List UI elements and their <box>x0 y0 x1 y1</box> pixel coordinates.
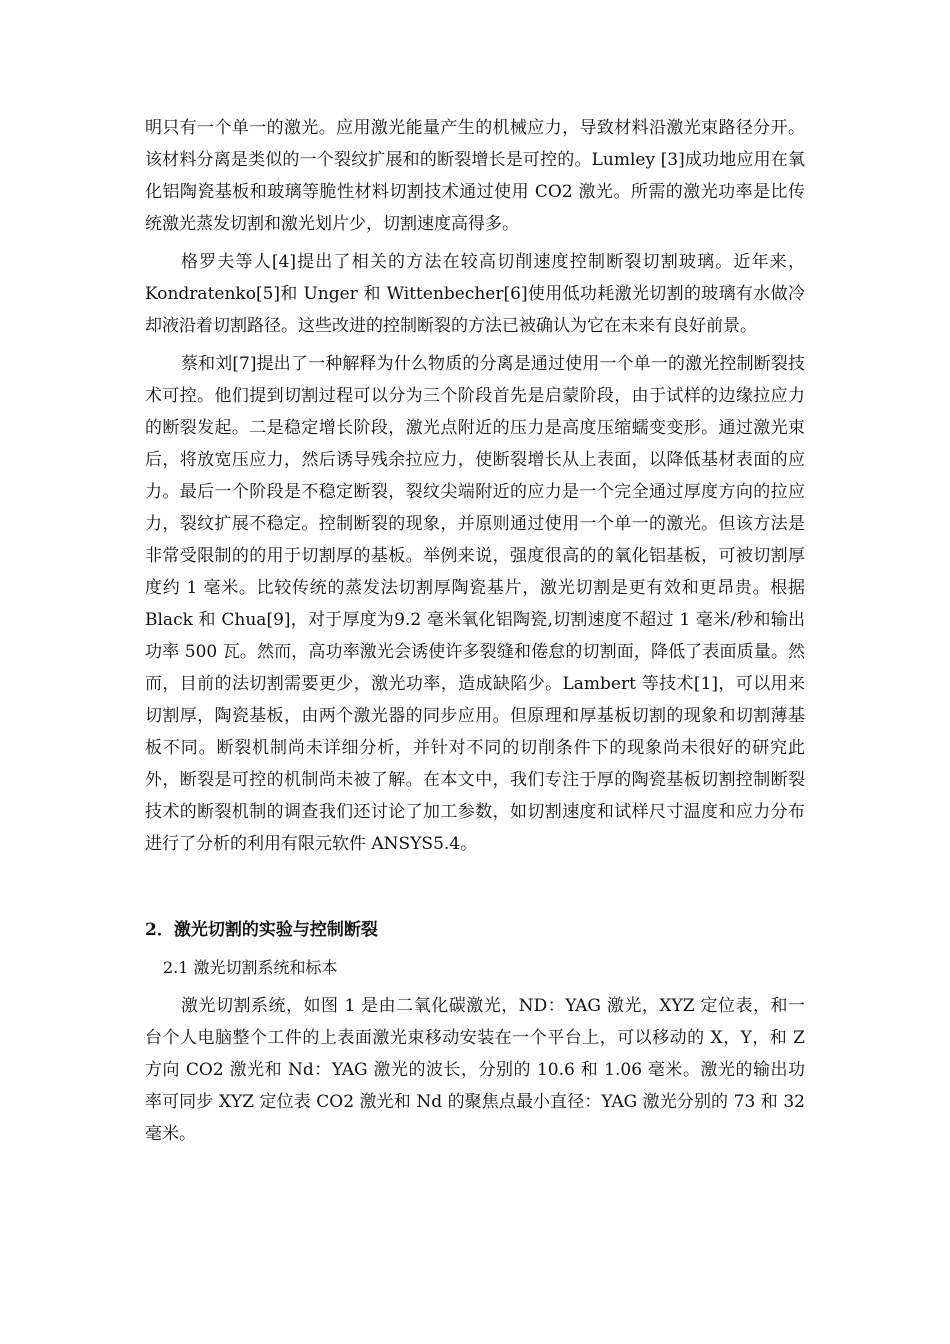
page-content <box>145 112 805 1150</box>
paragraph-3: 蔡和刘[7]提出了一种解释为什么物质的分离是通过使用一个单一的激光控制断裂技术可控。他们提到切割过程可以分为三个阶段首先是启蒙阶段，由于试样的边缘拉应力的断裂发起。二是稳定增长阶段，激光点附近的压力是高度压缩蠕变变形。通过激光束后，将放宽压应力，然后诱导残余拉应力，使断裂增长从上表面，以降低基材表面的应力。最后一个阶段是不稳定断裂，裂纹尖端附近的应力是一个完全通过厚度方向的拉应力，裂纹扩展不稳定。控制断裂的现象，并原则通过使用一个单一的激光。但该方法是非常受限制的的用于切割厚的基板。举例来说，强度很高的的氧化铝基板，可被切割厚度约 1 毫米。比较传统的蒸发法切割厚陶瓷基片，激光切割是更有效和更昂贵。根据 Black 和 Chua[9]，对于厚度为9.2 毫米氧化铝陶瓷,切割速度不超过 1 毫米/秒和输出功率 500 瓦。然而，高功率激光会诱使许多裂缝和倦怠的切割面，降低了表面质量。然而，目前的法切割需要更少，激光功率，造成缺陷少。Lambert 等技术[1]，可以用来切割厚，陶瓷基板，由两个激光器的同步应用。但原理和厚基板切割的现象和切割薄基板不同。断裂机制尚未详细分析，并针对不同的切削条件下的现象尚未很好的研究此外，断裂是可控的机制尚未被了解。在本文中，我们专注于厚的陶瓷基板切割控制断裂技术的断裂机制的调查我们还讨论了加工参数，如切割速度和试样尺寸温度和应力分布进行了分析的利用有限元软件 ANSYS5.4。 <box>145 354 805 854</box>
paragraph-2: 格罗夫等人[4]提出了相关的方法在较高切削速度控制断裂切割玻璃。近年来，Kondratenko[5]和 Unger 和 Wittenbecher[6]使用低功耗激光切割的玻璃有水做冷却液沿着切割路径。这些改进的控制断裂的方法已被确认为它在未来有良好前景。 <box>145 252 805 336</box>
subsection-heading-2-1: 2.1 激光切割系统和标本 <box>163 958 338 977</box>
section-heading-2: 2．激光切割的实验与控制断裂 <box>145 920 378 940</box>
paragraph-1: 明只有一个单一的激光。应用激光能量产生的机械应力，导致材料沿激光束路径分开。该材料分离是类似的一个裂纹扩展和的断裂增长是可控的。Lumley [3]成功地应用在氧化铝陶瓷基板和玻璃等脆性材料切割技术通过使用 CO2 激光。所需的激光功率是比传统激光蒸发切割和激光划片少，切割速度高得多。 <box>145 118 805 234</box>
paragraph-4: 激光切割系统，如图 1 是由二氧化碳激光，ND：YAG 激光，XYZ 定位表，和一台个人电脑整个工件的上表面激光束移动安装在一个平台上，可以移动的 X，Y，和 Z 方向 CO2 激光和 Nd：YAG 激光的波长，分别的 10.6 和 1.06 毫米。激光的输出功率可同步 XYZ 定位表 CO2 激光和 Nd 的聚焦点最小直径：YAG 激光分别的 73 和 32 毫米。 <box>145 996 805 1144</box>
